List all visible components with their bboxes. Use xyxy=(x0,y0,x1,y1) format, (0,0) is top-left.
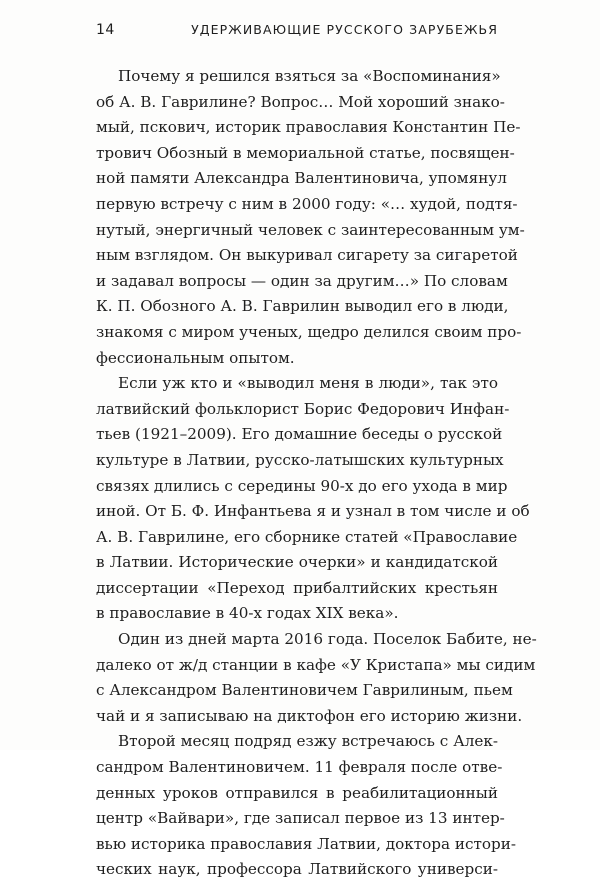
text-line: мый, пскович, историк православия Константин Пе- xyxy=(96,118,521,137)
page-number: 14 xyxy=(96,22,115,38)
text-line: с Александром Валентиновичем Гаврилиным, пьем xyxy=(96,681,513,700)
text-line: диссертации «Переход прибалтийских крестьян xyxy=(96,578,498,597)
text-line: тьев (1921–2009). Его домашние беседы о русской xyxy=(96,425,503,444)
text-line: об А. В. Гаврилине? Вопрос… Мой хороший знако- xyxy=(96,92,505,111)
text-line: фессиональным опытом. xyxy=(96,348,295,367)
text-line: А. В. Гаврилине, его сборнике статей «Православие xyxy=(96,527,518,546)
text-line: в православие в 40-х годах XIX века». xyxy=(96,604,399,623)
text-line: ной памяти Александра Валентиновича, упомянул xyxy=(96,169,507,188)
text-line: Второй месяц подряд езжу встречаюсь с Алек- xyxy=(118,732,498,751)
text-line: вью историка православия Латвии, доктора истори- xyxy=(96,834,517,853)
text-line: центр «Вайвари», где записал первое из 13 интер- xyxy=(96,809,505,828)
text-line: связях длились с середины 90-х до его ухода в мир xyxy=(96,476,508,495)
text-line: и задавал вопросы — один за другим…» По словам xyxy=(96,271,508,290)
paragraph xyxy=(96,64,525,371)
text-line: ческих наук, профессора Латвийского универси- xyxy=(96,860,498,879)
paragraph xyxy=(96,729,517,883)
text-line: нутый, энергичный человек с заинтересованным ум- xyxy=(96,220,525,239)
paragraph xyxy=(96,371,530,627)
text-line: первую встречу с ним в 2000 году: «… худой, подтя- xyxy=(96,194,518,213)
text-line: Если уж кто и «выводил меня в люди», так это xyxy=(118,374,498,393)
text-line: в Латвии. Исторические очерки» и кандидатской xyxy=(96,553,498,572)
text-line: далеко от ж/д станции в кафе «У Кристапа» мы сидим xyxy=(96,655,536,674)
body-text xyxy=(96,64,537,883)
text-line: чай и я записываю на диктофон его историю жизни. xyxy=(96,706,523,725)
paragraph xyxy=(96,627,537,729)
text-line: Почему я решился взяться за «Воспоминания» xyxy=(118,67,501,85)
text-line: латвийский фольклорист Борис Федорович Инфан- xyxy=(96,399,510,418)
text-line: знакомя с миром ученых, щедро делился своим про- xyxy=(96,322,522,341)
text-line: сандром Валентиновичем. 11 февраля после отве- xyxy=(96,758,503,777)
text-line: Один из дней марта 2016 года. Поселок Бабите, не- xyxy=(118,630,537,649)
text-line: иной. От Б. Ф. Инфантьева я и узнал в том числе и об xyxy=(96,502,530,521)
text-line: К. П. Обозного А. В. Гаврилин выводил его в люди, xyxy=(96,297,509,316)
text-line: ным взглядом. Он выкуривал сигарету за сигаретой xyxy=(96,246,518,265)
running-head xyxy=(96,20,498,44)
running-title: УДЕРЖИВАЮЩИЕ РУССКОГО ЗАРУБЕЖЬЯ xyxy=(191,22,498,37)
text-line: культуре в Латвии, русско-латышских культурных xyxy=(96,450,504,469)
text-line: трович Обозный в мемориальной статье, посвящен- xyxy=(96,143,515,162)
text-line: денных уроков отправился в реабилитационный xyxy=(96,783,498,802)
